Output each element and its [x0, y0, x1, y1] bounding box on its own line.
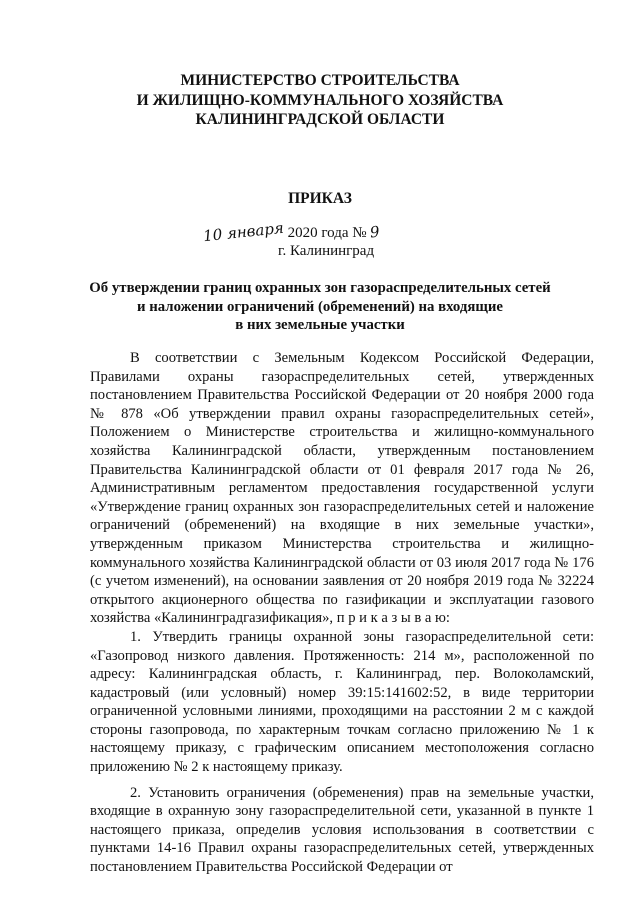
body-paragraph-3: 2. Установить ограничения (обременения) прав на земельные участки, входящие в охранную зону газораспределительной сети, указанной в пункте 1 настоящего приказа, определив условия использования в соответствии с пунктами 14-16 Правил охраны газораспределительных сетей, утвержденных постановлением Правительства Российской Федерации от	[90, 784, 594, 876]
document-body	[90, 349, 594, 877]
date-number-line	[202, 218, 381, 246]
city-line: г. Калининград	[278, 243, 375, 259]
handwritten-number: 9	[369, 222, 381, 242]
date-rest: 2020 года №	[287, 225, 367, 241]
subject-line-3: в них земельные участки	[235, 317, 405, 333]
subject-line-2: и наложении ограничений (обременений) на входящие	[137, 298, 503, 315]
handwritten-date: 10 января	[202, 218, 285, 246]
ministry-line-3: КАЛИНИНГРАДСКОЙ ОБЛАСТИ	[195, 111, 445, 128]
subject-line-1: Об утверждении границ охранных зон газораспределительных сетей	[89, 280, 551, 296]
ministry-line-1: МИНИСТЕРСТВО СТРОИТЕЛЬСТВА	[180, 72, 460, 89]
body-paragraph-2: 1. Утвердить границы охранной зоны газораспределительной сети: «Газопровод низкого давления. Протяженность: 214 м», расположенной по адресу: Калининградская область, г. Калининград, пер. Волоколамский, кадастровый (или условный) номер 39:15:141602:52, в виде территории ограниченной условными линиями, проходящими на расстоянии 2 м с каждой стороны газопровода, по характерным точкам согласно приложению № 1 к настоящему приказу, с графическим описанием местоположения согласно приложению № 2 к настоящему приказу.	[90, 628, 594, 776]
ministry-header	[0, 71, 640, 130]
document-type-title: ПРИКАЗ	[288, 190, 352, 207]
body-paragraph-1: В соответствии с Земельным Кодексом Российской Федерации, Правилами охраны газораспределительных сетей, утвержденных постановлением Правительства Российской Федерации от 20 ноября 2000 года № 878 «Об утверждении правил охраны газораспределительных сетей», Положением о Министерстве строительства и жилищно-коммунального хозяйства Калининградской области, утвержденным постановлением Правительства Калининградской области от 01 февраля 2017 года № 26, Административным регламентом предоставления государственной услуги «Утверждение границ охранных зон газораспределительных сетей и наложение ограничений (обременений) на входящие в них земельные участки», утвержденным приказом Министерства строительства и жилищно-коммунального хозяйства Калининградской области от 03 июля 2017 года № 176 (с учетом изменений), на основании заявления от 20 ноября 2019 года № 32224 открытого акционерного общества по газификации и эксплуатации газового хозяйства «Калининградгазификация», п р и к а з ы в а ю:	[90, 350, 594, 627]
document-subject	[0, 279, 640, 335]
ministry-line-2: И ЖИЛИЩНО-КОММУНАЛЬНОГО ХОЗЯЙСТВА	[136, 91, 504, 109]
